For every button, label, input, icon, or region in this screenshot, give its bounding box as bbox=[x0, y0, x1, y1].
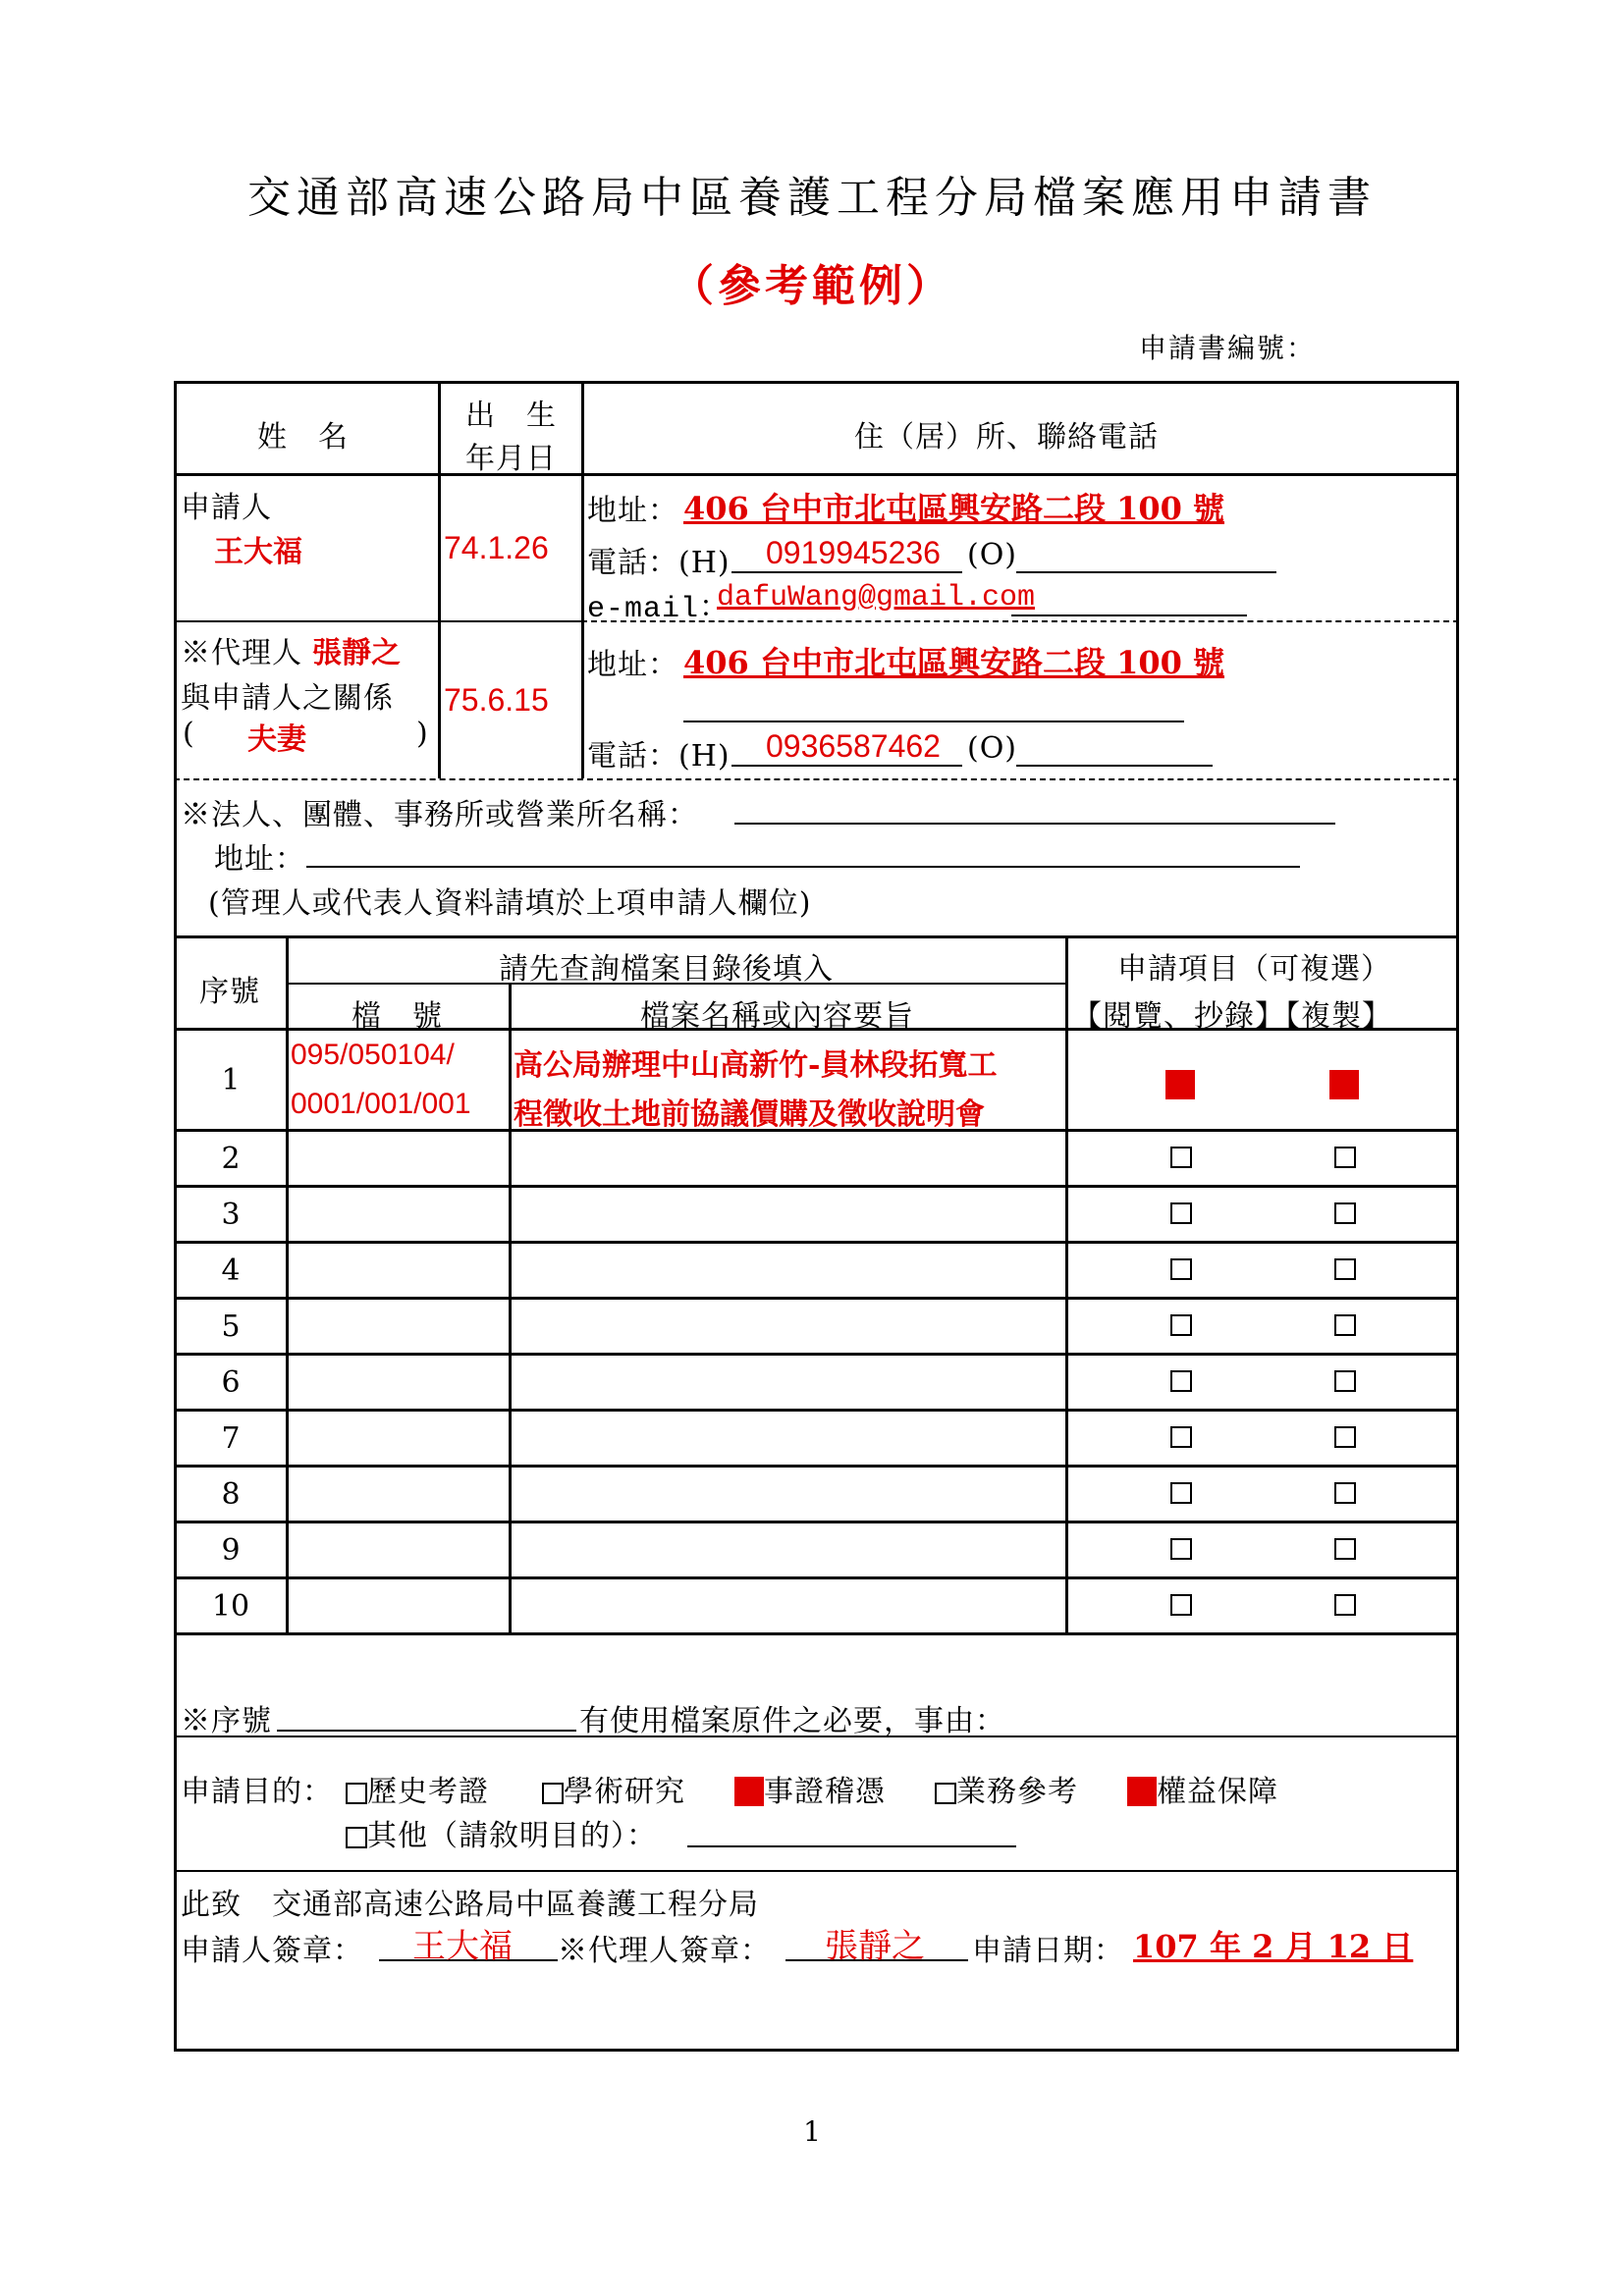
rule bbox=[438, 381, 441, 620]
agent-phone: 0936587462 bbox=[766, 728, 941, 764]
fill-line bbox=[1016, 571, 1276, 573]
agent-phone-label: 電話：(H) bbox=[587, 739, 731, 774]
applicant-name: 王大福 bbox=[214, 535, 302, 569]
checkbox-view[interactable] bbox=[1170, 1426, 1192, 1448]
file-name-header: 檔案名稱或內容要旨 bbox=[640, 999, 914, 1034]
fill-line bbox=[1016, 765, 1213, 767]
row-seq: 6 bbox=[221, 1365, 241, 1400]
purpose-rights[interactable] bbox=[1127, 1767, 1278, 1810]
purpose-label: 申請目的： bbox=[181, 1775, 333, 1809]
checkbox-history[interactable] bbox=[346, 1783, 367, 1804]
date-label: 申請日期： bbox=[972, 1934, 1124, 1968]
row-file-name-2: 程徵收土地前協議價購及徵收說明會 bbox=[514, 1097, 985, 1132]
purpose-research[interactable] bbox=[542, 1767, 685, 1810]
corporate-note: (管理人或代表人資料請填於上項申請人欄位) bbox=[208, 886, 812, 921]
rule bbox=[1065, 935, 1068, 1634]
row-seq: 2 bbox=[221, 1142, 241, 1176]
checkbox-view[interactable] bbox=[1170, 1147, 1192, 1168]
checkbox-copy[interactable] bbox=[1334, 1147, 1356, 1168]
rule bbox=[174, 1241, 1459, 1244]
row-seq: 7 bbox=[221, 1421, 241, 1456]
purpose-business[interactable] bbox=[935, 1767, 1078, 1810]
application-date: 107 年 2 月 12 日 bbox=[1133, 1928, 1414, 1965]
applicant-signature: 王大福 bbox=[412, 1927, 513, 1966]
applicant-label: 申請人 bbox=[181, 491, 272, 525]
items-sub-header: 【閱覽、抄錄】【複製】 bbox=[1072, 999, 1392, 1034]
fill-line bbox=[683, 721, 1184, 722]
form-title: 交通部高速公路局中區養護工程分局檔案應用申請書 bbox=[247, 173, 1377, 223]
agent-name: 張靜之 bbox=[312, 636, 401, 670]
purpose-history-label: 歷史考證 bbox=[367, 1775, 489, 1809]
items-header: 申請項目（可複選） bbox=[1117, 952, 1391, 987]
rule bbox=[174, 1465, 1459, 1468]
fill-line bbox=[687, 1845, 1016, 1847]
header-name: 姓 名 bbox=[257, 420, 349, 454]
agent-relation-open: ( bbox=[183, 717, 195, 751]
original-need-label: ※序號 bbox=[181, 1704, 272, 1738]
row-seq: 8 bbox=[221, 1477, 241, 1512]
applicant-address: 406 台中市北屯區興安路二段 100 號 bbox=[683, 490, 1225, 527]
checkbox-copy[interactable] bbox=[1334, 1538, 1356, 1560]
agent-relation-close: ) bbox=[416, 717, 429, 751]
checkbox-copy[interactable] bbox=[1334, 1594, 1356, 1616]
applicant-office-label: (O) bbox=[967, 538, 1018, 572]
rule bbox=[174, 1521, 1459, 1523]
rule bbox=[174, 1409, 1459, 1412]
fill-line bbox=[1011, 614, 1247, 616]
applicant-sig-label: 申請人簽章： bbox=[181, 1934, 363, 1968]
fill-line bbox=[731, 571, 962, 573]
row-seq: 10 bbox=[211, 1589, 250, 1624]
row-file-name: 高公局辦理中山高新竹-員林段拓寬工 bbox=[514, 1048, 998, 1083]
rule bbox=[174, 1735, 1459, 1737]
agent-signature: 張靜之 bbox=[825, 1927, 925, 1966]
checkbox-view[interactable] bbox=[1170, 1202, 1192, 1224]
header-birth: 出 生 bbox=[465, 399, 557, 433]
corporate-address-label: 地址： bbox=[214, 842, 305, 877]
row-seq: 3 bbox=[221, 1198, 241, 1232]
checkbox-copy[interactable] bbox=[1334, 1202, 1356, 1224]
checkbox-evidence-checked[interactable] bbox=[734, 1777, 764, 1806]
purpose-rights-label: 權益保障 bbox=[1157, 1775, 1278, 1809]
corporate-name-label: ※法人、團體、事務所或營業所名稱： bbox=[181, 798, 698, 832]
applicant-birth: 74.1.26 bbox=[444, 530, 549, 565]
agent-relation: 夫妻 bbox=[247, 722, 306, 757]
checkbox-copy[interactable] bbox=[1334, 1426, 1356, 1448]
rule bbox=[174, 778, 1459, 780]
rule bbox=[174, 1297, 1459, 1300]
purpose-business-label: 業務參考 bbox=[956, 1775, 1078, 1809]
row-file-no: 095/050104/ bbox=[291, 1039, 455, 1071]
rule bbox=[174, 473, 1459, 476]
original-need-text: 有使用檔案原件之必要，事由： bbox=[579, 1704, 1005, 1738]
checkbox-research[interactable] bbox=[542, 1783, 564, 1804]
seq-header: 序號 bbox=[199, 975, 260, 1009]
agent-address: 406 台中市北屯區興安路二段 100 號 bbox=[683, 644, 1225, 681]
form-subtitle: （參考範例） bbox=[671, 261, 953, 311]
row-seq: 1 bbox=[221, 1063, 241, 1097]
header-birth-2: 年月日 bbox=[465, 442, 557, 476]
agent-sig-label: ※代理人簽章： bbox=[558, 1934, 771, 1968]
fill-line bbox=[734, 823, 1335, 825]
rule bbox=[509, 983, 512, 1634]
checkbox-view[interactable] bbox=[1170, 1258, 1192, 1280]
checkbox-view[interactable] bbox=[1170, 1314, 1192, 1336]
checkbox-view[interactable] bbox=[1170, 1370, 1192, 1392]
row-seq: 9 bbox=[221, 1533, 241, 1568]
checkbox-copy[interactable] bbox=[1334, 1314, 1356, 1336]
checkbox-copy[interactable] bbox=[1334, 1370, 1356, 1392]
rule bbox=[174, 1576, 1459, 1579]
checkbox-view[interactable] bbox=[1170, 1594, 1192, 1616]
checkbox-rights-checked[interactable] bbox=[1127, 1777, 1157, 1806]
checkbox-business[interactable] bbox=[935, 1783, 956, 1804]
checkbox-other[interactable] bbox=[346, 1827, 367, 1848]
purpose-evidence-label: 事證稽憑 bbox=[764, 1775, 886, 1809]
checkbox-view[interactable] bbox=[1170, 1482, 1192, 1504]
agent-relation-label: 與申請人之關係 bbox=[181, 681, 394, 716]
file-no-header: 檔 號 bbox=[352, 999, 443, 1034]
purpose-evidence[interactable] bbox=[734, 1767, 886, 1810]
checkbox-copy[interactable] bbox=[1334, 1258, 1356, 1280]
checkbox-view-row1[interactable] bbox=[1165, 1070, 1195, 1099]
rule bbox=[174, 1870, 1459, 1872]
purpose-history[interactable] bbox=[346, 1767, 489, 1810]
agent-label: ※代理人 bbox=[181, 636, 302, 670]
rule bbox=[286, 935, 289, 1634]
rule bbox=[174, 1185, 1459, 1188]
applicant-phone-label: 電話：(H) bbox=[587, 546, 731, 580]
header-address-phone: 住（居）所、聯絡電話 bbox=[854, 420, 1159, 454]
fill-line bbox=[731, 765, 962, 767]
closing-to: 此致 交通部高速公路局中區養護工程分局 bbox=[181, 1888, 759, 1922]
rule bbox=[581, 381, 584, 778]
rule bbox=[174, 1632, 1459, 1635]
row-seq: 5 bbox=[221, 1309, 241, 1344]
agent-address-label: 地址： bbox=[587, 648, 678, 682]
checkbox-copy[interactable] bbox=[1334, 1482, 1356, 1504]
row-seq: 4 bbox=[221, 1254, 241, 1288]
applicant-address-label: 地址： bbox=[587, 494, 678, 528]
agent-office-label: (O) bbox=[967, 731, 1018, 766]
applicant-email: dafuWang@gmail.com bbox=[717, 581, 1036, 614]
checkbox-copy-row1[interactable] bbox=[1329, 1070, 1359, 1099]
checkbox-view[interactable] bbox=[1170, 1538, 1192, 1560]
purpose-other-label: 其他（請敘明目的）： bbox=[367, 1819, 657, 1853]
rule bbox=[438, 620, 441, 778]
applicant-phone: 0919945236 bbox=[766, 535, 941, 570]
page-number: 1 bbox=[803, 2115, 821, 2148]
rule bbox=[174, 620, 586, 622]
query-header: 請先查詢檔案目錄後填入 bbox=[499, 952, 834, 987]
purpose-research-label: 學術研究 bbox=[564, 1775, 685, 1809]
fill-line bbox=[306, 866, 1300, 868]
rule bbox=[174, 935, 1459, 938]
rule bbox=[174, 1353, 1459, 1356]
purpose-other[interactable] bbox=[346, 1811, 657, 1854]
fill-line bbox=[277, 1730, 576, 1732]
agent-birth: 75.6.15 bbox=[444, 682, 549, 718]
form-number-label: 申請書編號： bbox=[1139, 332, 1317, 364]
applicant-email-label: e-mail： bbox=[587, 593, 731, 626]
row-file-no-2: 0001/001/001 bbox=[291, 1088, 471, 1120]
